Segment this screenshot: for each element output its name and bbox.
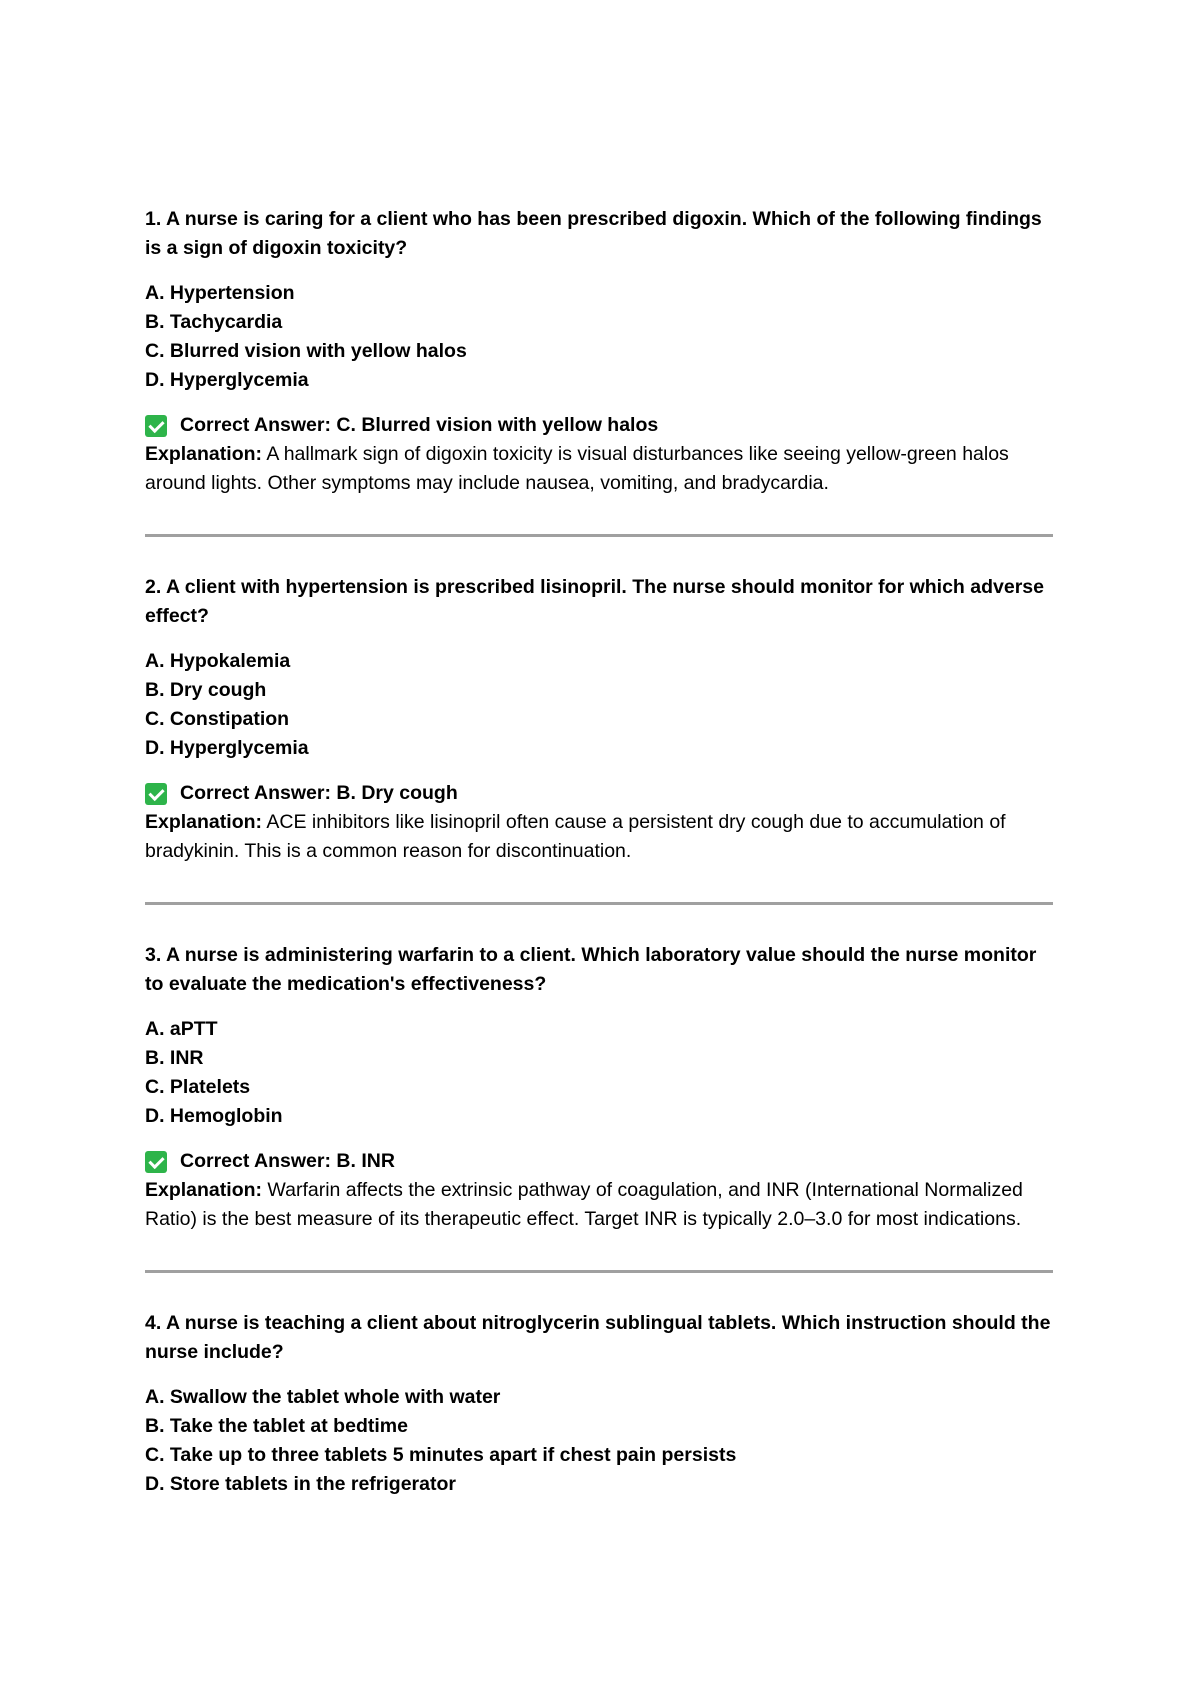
check-box-icon bbox=[145, 1151, 167, 1173]
option-a: A. Swallow the tablet whole with water bbox=[145, 1386, 501, 1408]
question-text: 2. A client with hypertension is prescribed lisinopril. The nurse should monitor for which adverse effect? bbox=[145, 576, 1044, 627]
option-d: D. Hyperglycemia bbox=[145, 737, 309, 759]
explanation bbox=[145, 808, 1053, 866]
correct-answer bbox=[145, 1147, 1053, 1176]
quiz-page bbox=[145, 205, 1053, 1515]
explanation-label: Explanation: bbox=[145, 811, 263, 833]
check-box-icon bbox=[145, 415, 167, 437]
option-c: C. Take up to three tablets 5 minutes apart if chest pain persists bbox=[145, 1444, 737, 1466]
correct-answer-text: Correct Answer: B. INR bbox=[180, 1150, 395, 1172]
option-b: B. Tachycardia bbox=[145, 311, 283, 333]
options-list bbox=[145, 1383, 1053, 1499]
option-a: A. aPTT bbox=[145, 1018, 218, 1040]
option-b: B. Dry cough bbox=[145, 679, 267, 701]
option-b: B. Take the tablet at bedtime bbox=[145, 1415, 408, 1437]
question-text: 4. A nurse is teaching a client about nitroglycerin sublingual tablets. Which instruction should the nurse include? bbox=[145, 1312, 1051, 1363]
explanation-text: Warfarin affects the extrinsic pathway of coagulation, and INR (International Normalized Ratio) is the best measure of its therapeutic effect. Target INR is typically 2.0–3.0 for most indications. bbox=[145, 1179, 1023, 1230]
options-list bbox=[145, 647, 1053, 763]
question-block-2 bbox=[145, 573, 1053, 866]
options-list bbox=[145, 279, 1053, 395]
option-d: D. Hemoglobin bbox=[145, 1105, 283, 1127]
divider bbox=[145, 902, 1053, 905]
option-d: D. Store tablets in the refrigerator bbox=[145, 1473, 456, 1495]
option-c: C. Platelets bbox=[145, 1076, 251, 1098]
explanation-text: A hallmark sign of digoxin toxicity is visual disturbances like seeing yellow-green halos around lights. Other symptoms may include nausea, vomiting, and bradycardia. bbox=[145, 443, 1009, 494]
explanation-text: ACE inhibitors like lisinopril often cause a persistent dry cough due to accumulation of bradykinin. This is a common reason for discontinuation. bbox=[145, 811, 1006, 862]
divider bbox=[145, 534, 1053, 537]
question-text: 3. A nurse is administering warfarin to a client. Which laboratory value should the nurse monitor to evaluate the medication's effectiveness? bbox=[145, 944, 1037, 995]
explanation bbox=[145, 1176, 1053, 1234]
options-list bbox=[145, 1015, 1053, 1131]
explanation-label: Explanation: bbox=[145, 1179, 263, 1201]
question-block-4 bbox=[145, 1309, 1053, 1499]
option-c: C. Constipation bbox=[145, 708, 290, 730]
option-d: D. Hyperglycemia bbox=[145, 369, 309, 391]
question-block-1 bbox=[145, 205, 1053, 498]
divider bbox=[145, 1270, 1053, 1273]
correct-answer bbox=[145, 411, 1053, 440]
option-c: C. Blurred vision with yellow halos bbox=[145, 340, 467, 362]
option-a: A. Hypertension bbox=[145, 282, 295, 304]
check-box-icon bbox=[145, 783, 167, 805]
question-block-3 bbox=[145, 941, 1053, 1234]
explanation bbox=[145, 440, 1053, 498]
correct-answer-text: Correct Answer: B. Dry cough bbox=[180, 782, 458, 804]
correct-answer-text: Correct Answer: C. Blurred vision with yellow halos bbox=[180, 414, 659, 436]
question-text: 1. A nurse is caring for a client who has been prescribed digoxin. Which of the following findings is a sign of digoxin toxicity? bbox=[145, 208, 1042, 259]
explanation-label: Explanation: bbox=[145, 443, 263, 465]
option-a: A. Hypokalemia bbox=[145, 650, 291, 672]
option-b: B. INR bbox=[145, 1047, 204, 1069]
correct-answer bbox=[145, 779, 1053, 808]
